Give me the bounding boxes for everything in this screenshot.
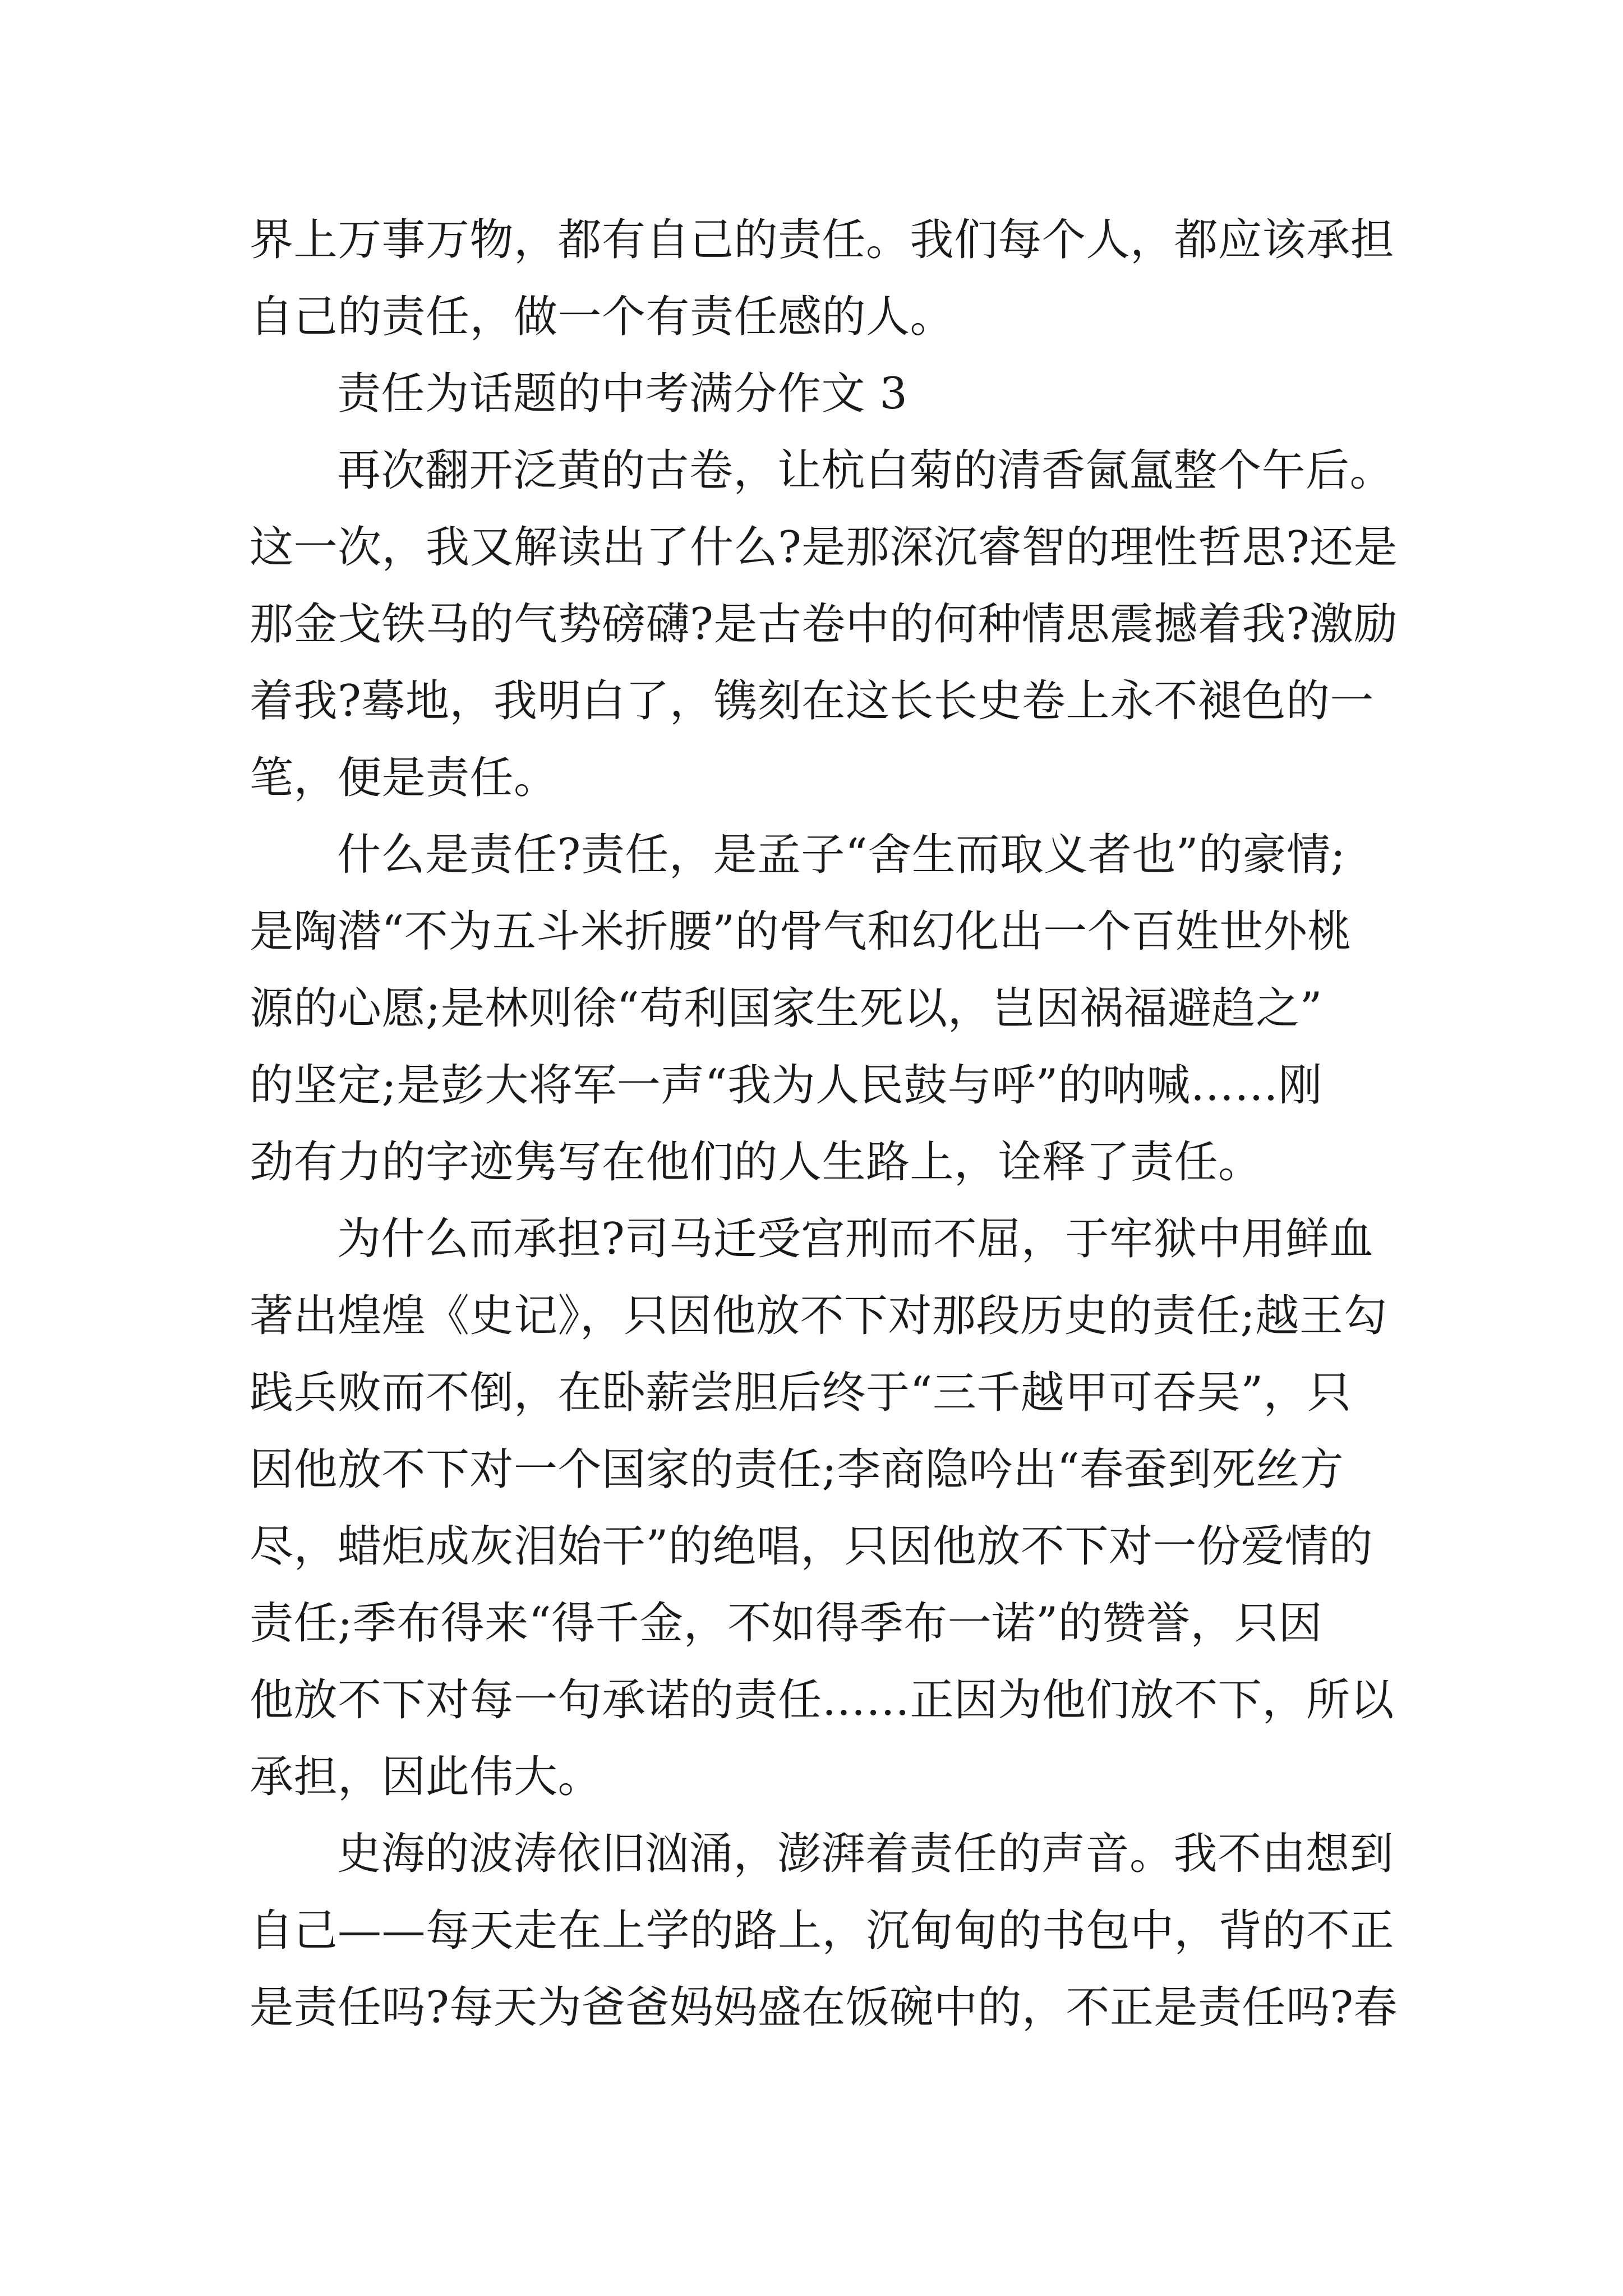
text-line: 这一次，我又解读出了什么?是那深沉睿智的理性哲思?还是: [250, 522, 1398, 573]
text-line: 自己——每天走在上学的路上，沉甸甸的书包中，背的不正: [250, 1906, 1395, 1956]
text-line: 源的心愿;是林则徐“苟利国家生死以，岂因祸福避趋之”: [250, 983, 1323, 1034]
text-line: 界上万事万物，都有自己的责任。我们每个人，都应该承担: [250, 215, 1395, 265]
text-line: 因他放不下对一个国家的责任;李商隐吟出“春蚕到死丝方: [250, 1444, 1344, 1495]
text-line: 笔，便是责任。: [250, 753, 558, 803]
text-line: 为什么而承担?司马迁受宫刑而不屈，于牢狱中用鲜血: [337, 1214, 1373, 1264]
text-line: 劲有力的字迹隽写在他们的人生路上，诠释了责任。: [250, 1137, 1262, 1188]
text-line: 尽，蜡炬成灰泪始干”的绝唱，只因他放不下对一份爱情的: [250, 1521, 1373, 1572]
text-line: 什么是责任?责任，是孟子“舍生而取义者也”的豪情;: [337, 830, 1346, 880]
text-line: 再次翻开泛黄的古卷，让杭白菊的清香氤氲整个午后。: [337, 445, 1394, 496]
text-line: 承担，因此伟大。: [250, 1752, 602, 1802]
text-line: 着我?蓦地，我明白了，镌刻在这长长史卷上永不褪色的一: [250, 676, 1374, 726]
text-line: 责任为话题的中考满分作文 3: [337, 369, 908, 419]
text-line: 自己的责任，做一个有责任感的人。: [250, 292, 955, 342]
text-line: 践兵败而不倒，在卧薪尝胆后终于“三千越甲可吞吴”，只: [250, 1368, 1352, 1418]
text-line: 责任;季布得来“得千金，不如得季布一诺”的赞誉，只因: [250, 1598, 1323, 1649]
text-line: 是陶潜“不为五斗米折腰”的骨气和幻化出一个百姓世外桃: [250, 907, 1352, 957]
text-line: 著出煌煌《史记》，只因他放不下对那段历史的责任;越王勾: [250, 1291, 1387, 1341]
text-line: 是责任吗?每天为爸爸妈妈盛在饭碗中的，不正是责任吗?春: [250, 1982, 1398, 2033]
document-page: [250, 202, 1398, 2046]
text-line: 史海的波涛依旧汹涌，澎湃着责任的声音。我不由想到: [337, 1829, 1394, 1879]
text-line: 那金戈铁马的气势磅礴?是古卷中的何种情思震撼着我?激励: [250, 599, 1398, 650]
text-line: 他放不下对每一句承诺的责任……正因为他们放不下，所以: [250, 1675, 1395, 1726]
text-line: 的坚定;是彭大将军一声“我为人民鼓与呼”的呐喊……刚: [250, 1060, 1323, 1111]
